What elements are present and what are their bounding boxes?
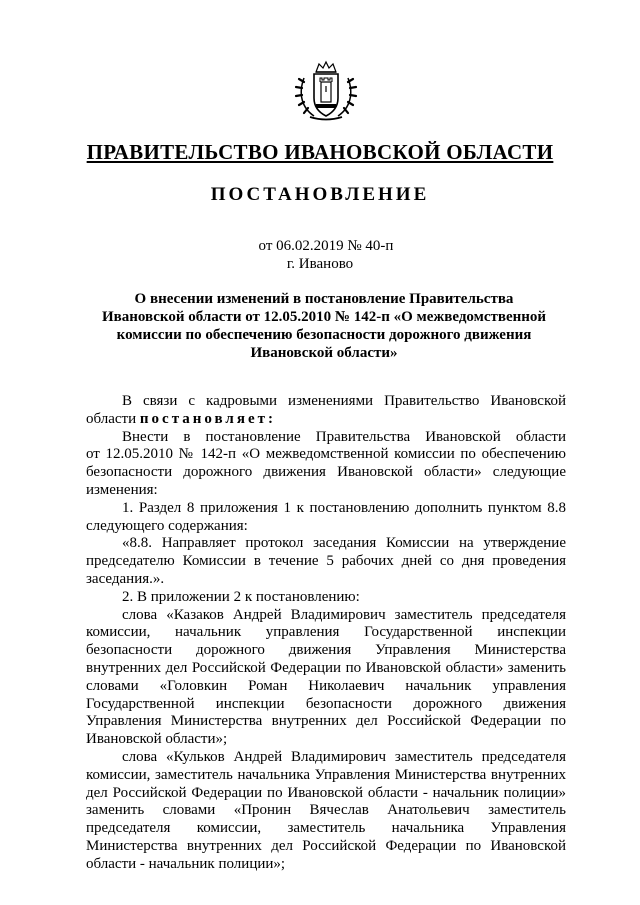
document-date-number: от 06.02.2019 № 40-п [258,238,394,254]
subject-line: Ивановской области от 12.05.2010 № 142-п «О межведомственной [101,309,547,325]
body-line: Управления Министерства внутренних дел Российской Федерации по [86,713,566,730]
body-line: председателю Комиссии в течение 5 рабочих дней со дня проведения [86,553,566,570]
document-subject [90,290,558,362]
body-line: Внести в постановление Правительства Ивановской области [122,428,566,445]
body-line: Министерства внутренних дел Российской Федерации по Ивановской [86,837,566,854]
body-line: словами «Головкин Роман Николаевич начальник управления [86,677,566,694]
body-line: безопасности дорожного движения Управления Министерства [86,642,566,659]
body-line: области - начальник полиции»; [86,855,286,872]
body-line: заседания.». [86,570,165,587]
body-line-enactment [86,411,566,429]
body-text: области [86,410,140,427]
coat-of-arms-emblem [292,58,360,122]
document-type-title: ПОСТАНОВЛЕНИЕ [210,184,430,205]
body-line: слова «Кульков Андрей Владимирович заместитель председателя [122,748,566,765]
document-city: г. Иваново [286,256,354,272]
body-line: дел Российской Федерации по Ивановской области - начальник полиции» [86,784,566,801]
body-line: от 12.05.2010 № 142-п «О межведомственной комиссии по обеспечению [86,446,566,463]
enactment-word: постановляет: [139,410,276,427]
body-line: 1. Раздел 8 приложения 1 к постановлению дополнить пунктом 8.8 [122,499,566,516]
government-title: ПРАВИТЕЛЬСТВО ИВАНОВСКОЙ ОБЛАСТИ [86,140,554,164]
body-line: председателя комиссии, заместитель начальника Управления [86,820,566,837]
body-line: заменить словами «Пронин Вячеслав Анатольевич заместитель [86,802,566,819]
subject-line: комиссии по обеспечению безопасности дорожного движения [116,327,532,343]
body-line: комиссии, заместитель начальника Управления Министерства внутренних [86,766,566,783]
body-line: 2. В приложении 2 к постановлению: [122,588,360,605]
body-line: В связи с кадровыми изменениями Правительство Ивановской [122,393,566,409]
body-line: изменения: [86,481,158,498]
body-line: Ивановской области»; [86,731,228,748]
subject-line: О внесении изменений в постановление Правительства [134,291,514,307]
body-line: комиссии, начальник управления Государственной инспекции [86,624,566,641]
subject-line: Ивановской области» [250,345,398,361]
body-line: внутренних дел Российской Федерации по Ивановской области» заменить [86,659,566,676]
body-line: следующего содержания: [86,517,248,534]
body-line: слова «Казаков Андрей Владимирович заместитель председателя [122,606,566,623]
body-line: «8.8. Направляет протокол заседания Комиссии на утверждение [122,535,566,552]
document-body [86,393,566,874]
body-line: Государственной инспекции безопасности дорожного движения [86,695,566,712]
body-line: безопасности дорожного движения Ивановской области» следующие [86,464,566,481]
